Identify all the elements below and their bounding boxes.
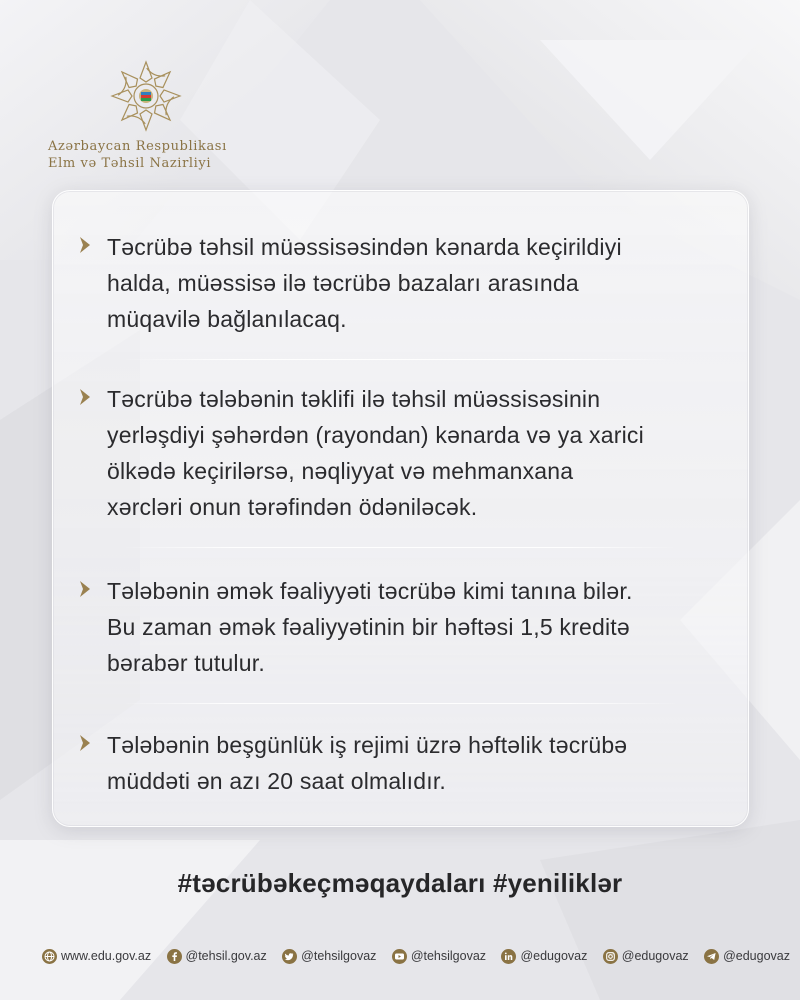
item-text: Təcrübə tələbənin təklifi ilə təhsil müəssisəsinin yerləşdiyi şəhərdən (rayondan) kənarda və ya xarici ölkədə keçirilərsə, nəqliyyat və mehmanxana xərcləri onun tərəfindən ödəniləcək. — [107, 386, 644, 520]
chevron-right-icon — [77, 733, 93, 753]
youtube-icon — [392, 949, 407, 964]
divider — [123, 703, 678, 704]
footer-label: @edugovaz — [723, 949, 790, 963]
globe-icon — [42, 949, 57, 964]
facebook-icon — [167, 949, 182, 964]
item-text: Təcrübə təhsil müəssisəsindən kənarda keçirildiyi halda, müəssisə ilə təcrübə bazaları arasında müqavilə bağlanılacaq. — [107, 234, 622, 332]
footer-linkedin[interactable] — [501, 949, 587, 964]
chevron-right-icon — [77, 235, 93, 255]
emblem-icon — [108, 58, 184, 134]
ministry-name-line1: Azərbaycan Respublikası — [48, 139, 227, 154]
footer-label: @edugovaz — [621, 949, 689, 963]
item-text: Tələbənin beşgünlük iş rejimi üzrə həftəlik təcrübə müddəti ən azı 20 saat olmalıdır. — [107, 732, 628, 794]
list-item — [77, 381, 724, 525]
chevron-right-icon — [77, 579, 93, 599]
divider — [123, 547, 678, 548]
footer-website[interactable] — [42, 949, 151, 964]
divider — [123, 359, 678, 360]
ministry-logo — [48, 58, 238, 172]
instagram-icon — [603, 949, 618, 964]
footer-facebook[interactable] — [167, 949, 267, 964]
footer-label: @tehsil.gov.az — [185, 949, 267, 963]
footer-youtube[interactable] — [392, 949, 486, 964]
footer-label: @tehsilgovaz — [410, 949, 487, 963]
footer-instagram[interactable] — [603, 949, 689, 964]
footer-label: @edugovaz — [520, 949, 588, 963]
item-text: Tələbənin əmək fəaliyyəti təcrübə kimi tanına bilər. Bu zaman əmək fəaliyyətinin bir həftəsi 1,5 kreditə bərabər tutulur. — [107, 578, 633, 676]
chevron-right-icon — [77, 387, 93, 407]
footer-label: www.edu.gov.az — [61, 949, 152, 963]
linkedin-icon — [501, 949, 516, 964]
footer-twitter[interactable] — [282, 949, 376, 964]
footer-label: @tehsilgovaz — [301, 949, 377, 963]
footer-telegram[interactable] — [704, 949, 790, 964]
hashtags: #təcrübəkeçməqaydaları #yeniliklər — [177, 868, 623, 898]
list-item — [77, 573, 724, 681]
info-card — [52, 190, 749, 827]
ministry-name-line2: Elm və Təhsil Nazirliyi — [48, 156, 212, 171]
list-item — [77, 229, 724, 337]
twitter-icon — [282, 949, 297, 964]
list-item — [77, 727, 724, 799]
footer-contacts — [42, 946, 790, 966]
ministry-name — [48, 138, 238, 172]
telegram-icon — [704, 949, 719, 964]
